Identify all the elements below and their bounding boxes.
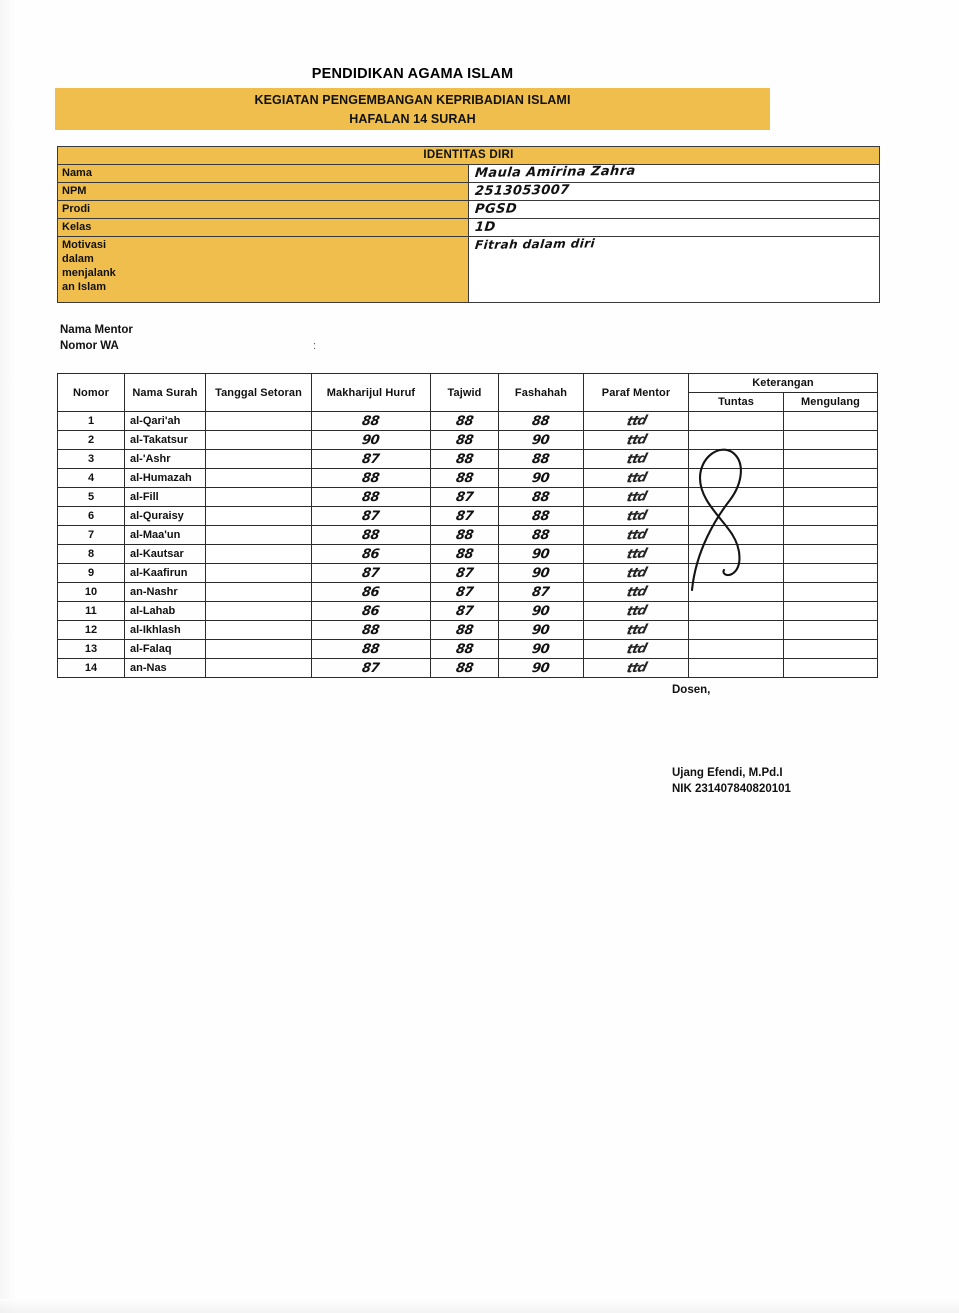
cell-fashahah-text: 90 xyxy=(531,565,551,581)
cell-tajwid[interactable] xyxy=(431,564,499,583)
cell-tanggal-setoran xyxy=(206,488,312,507)
cell-makharijul-huruf[interactable] xyxy=(312,488,431,507)
identity-value-kelas[interactable] xyxy=(469,219,880,237)
cell-tajwid[interactable] xyxy=(431,488,499,507)
cell-paraf-mentor[interactable] xyxy=(584,412,689,431)
cell-paraf-mentor[interactable] xyxy=(584,450,689,469)
cell-tajwid[interactable] xyxy=(431,431,499,450)
cell-makharijul-huruf[interactable] xyxy=(312,545,431,564)
cell-fashahah-text: 90 xyxy=(531,660,551,676)
cell-tuntas xyxy=(689,507,784,526)
cell-makharijul-huruf-text: 88 xyxy=(361,413,381,429)
cell-paraf-mentor-text: ttd xyxy=(624,412,648,430)
cell-tajwid-text: 88 xyxy=(454,622,475,638)
cell-tanggal-setoran xyxy=(206,450,312,469)
cell-nomor: 2 xyxy=(58,431,125,450)
cell-mengulang xyxy=(784,640,878,659)
identity-label-kelas: Kelas xyxy=(58,219,469,237)
cell-fashahah[interactable] xyxy=(499,583,584,602)
cell-fashahah[interactable] xyxy=(499,412,584,431)
cell-paraf-mentor-text: ttd xyxy=(624,450,648,468)
col-header-makharijul-huruf: Makharijul Huruf xyxy=(312,374,431,412)
cell-paraf-mentor[interactable] xyxy=(584,545,689,564)
table-row xyxy=(58,469,878,488)
cell-tanggal-setoran xyxy=(206,583,312,602)
cell-tuntas xyxy=(689,412,784,431)
cell-tajwid[interactable] xyxy=(431,412,499,431)
signature-block xyxy=(672,765,791,797)
cell-paraf-mentor-text: ttd xyxy=(624,659,648,677)
cell-paraf-mentor-text: ttd xyxy=(624,545,648,563)
cell-paraf-mentor-text: ttd xyxy=(624,469,648,487)
identity-value-motivasi-text: Fitrah dalam diri xyxy=(474,236,596,252)
identity-value-npm-text: 2513053007 xyxy=(474,182,571,199)
cell-fashahah[interactable] xyxy=(499,488,584,507)
title-banner xyxy=(55,88,770,130)
cell-fashahah-text: 90 xyxy=(531,641,551,657)
cell-tajwid-text: 87 xyxy=(454,489,475,505)
cell-fashahah[interactable] xyxy=(499,507,584,526)
cell-nama-surah: al-'Ashr xyxy=(125,450,206,469)
col-header-keterangan: Keterangan xyxy=(689,374,878,393)
cell-nomor: 3 xyxy=(58,450,125,469)
cell-makharijul-huruf[interactable] xyxy=(312,412,431,431)
cell-tajwid-text: 88 xyxy=(454,527,475,543)
document-subtitle-2: HAFALAN 14 SURAH xyxy=(349,112,476,126)
cell-tajwid-text: 88 xyxy=(454,432,475,448)
cell-paraf-mentor-text: ttd xyxy=(624,602,648,620)
cell-mengulang xyxy=(784,488,878,507)
identity-value-npm[interactable] xyxy=(469,183,880,201)
cell-nomor: 12 xyxy=(58,621,125,640)
cell-fashahah-text: 90 xyxy=(531,432,551,448)
cell-tuntas xyxy=(689,450,784,469)
cell-tajwid[interactable] xyxy=(431,526,499,545)
cell-nama-surah: al-Qari'ah xyxy=(125,412,206,431)
cell-nama-surah: an-Nas xyxy=(125,659,206,678)
cell-nomor: 5 xyxy=(58,488,125,507)
cell-fashahah-text: 88 xyxy=(531,413,551,429)
cell-mengulang xyxy=(784,659,878,678)
cell-paraf-mentor[interactable] xyxy=(584,431,689,450)
identity-label-motivasi-line-1: Motivasi xyxy=(62,239,107,251)
cell-makharijul-huruf[interactable] xyxy=(312,602,431,621)
cell-nama-surah: al-Fill xyxy=(125,488,206,507)
identity-value-nama-text: Maula Amirina Zahra xyxy=(474,163,637,181)
cell-tajwid-text: 88 xyxy=(454,546,475,562)
cell-fashahah[interactable] xyxy=(499,640,584,659)
cell-makharijul-huruf[interactable] xyxy=(312,564,431,583)
table-row xyxy=(58,412,878,431)
cell-makharijul-huruf[interactable] xyxy=(312,431,431,450)
cell-fashahah[interactable] xyxy=(499,545,584,564)
cell-paraf-mentor[interactable] xyxy=(584,621,689,640)
cell-makharijul-huruf[interactable] xyxy=(312,621,431,640)
cell-tuntas xyxy=(689,602,784,621)
cell-mengulang xyxy=(784,526,878,545)
identity-value-motivasi[interactable] xyxy=(469,237,880,303)
cell-tuntas xyxy=(689,469,784,488)
cell-tajwid-text: 88 xyxy=(454,451,475,467)
cell-makharijul-huruf[interactable] xyxy=(312,659,431,678)
identity-table xyxy=(57,146,880,303)
cell-paraf-mentor-text: ttd xyxy=(624,564,648,582)
cell-fashahah-text: 90 xyxy=(531,546,551,562)
cell-tajwid[interactable] xyxy=(431,545,499,564)
cell-makharijul-huruf-text: 87 xyxy=(361,508,381,524)
cell-tajwid-text: 87 xyxy=(454,565,475,581)
cell-tanggal-setoran xyxy=(206,659,312,678)
cell-fashahah-text: 90 xyxy=(531,470,551,486)
cell-nomor: 9 xyxy=(58,564,125,583)
cell-paraf-mentor-text: ttd xyxy=(624,583,648,601)
cell-makharijul-huruf-text: 87 xyxy=(361,451,381,467)
cell-mengulang xyxy=(784,450,878,469)
cell-tajwid[interactable] xyxy=(431,640,499,659)
table-row xyxy=(58,488,878,507)
cell-tajwid[interactable] xyxy=(431,621,499,640)
cell-nomor: 6 xyxy=(58,507,125,526)
cell-nama-surah: al-Humazah xyxy=(125,469,206,488)
cell-tajwid-text: 88 xyxy=(454,413,475,429)
cell-makharijul-huruf-text: 86 xyxy=(361,584,381,600)
cell-paraf-mentor[interactable] xyxy=(584,469,689,488)
cell-tanggal-setoran xyxy=(206,602,312,621)
signature-nik: NIK 231407840820101 xyxy=(672,783,791,795)
cell-mengulang xyxy=(784,507,878,526)
signature-role: Dosen, xyxy=(672,684,711,696)
cell-fashahah-text: 90 xyxy=(531,622,551,638)
identity-section-title: IDENTITAS DIRI xyxy=(58,147,880,165)
hafalan-table-header-row-1 xyxy=(58,374,878,393)
identity-row-kelas xyxy=(58,219,880,237)
identity-label-motivasi-line-3: menjalank xyxy=(62,267,116,279)
cell-tajwid[interactable] xyxy=(431,450,499,469)
cell-tanggal-setoran xyxy=(206,621,312,640)
cell-tanggal-setoran xyxy=(206,545,312,564)
cell-tanggal-setoran xyxy=(206,507,312,526)
identity-section-header-row xyxy=(58,147,880,165)
cell-nomor: 11 xyxy=(58,602,125,621)
cell-nama-surah: al-Lahab xyxy=(125,602,206,621)
cell-nama-surah: al-Falaq xyxy=(125,640,206,659)
cell-makharijul-huruf-text: 88 xyxy=(361,527,381,543)
cell-fashahah[interactable] xyxy=(499,602,584,621)
cell-fashahah-text: 90 xyxy=(531,603,551,619)
identity-row-nama xyxy=(58,165,880,183)
cell-tajwid-text: 87 xyxy=(454,603,475,619)
cell-makharijul-huruf-text: 86 xyxy=(361,603,381,619)
identity-row-npm xyxy=(58,183,880,201)
table-row xyxy=(58,583,878,602)
cell-tuntas xyxy=(689,431,784,450)
table-row xyxy=(58,450,878,469)
identity-label-motivasi-line-4: an Islam xyxy=(62,281,107,293)
col-header-fashahah: Fashahah xyxy=(499,374,584,412)
cell-mengulang xyxy=(784,583,878,602)
cell-fashahah[interactable] xyxy=(499,526,584,545)
cell-fashahah[interactable] xyxy=(499,659,584,678)
cell-paraf-mentor[interactable] xyxy=(584,564,689,583)
col-header-tuntas: Tuntas xyxy=(689,393,784,412)
cell-tanggal-setoran xyxy=(206,526,312,545)
document-title: PENDIDIKAN AGAMA ISLAM xyxy=(311,66,514,82)
cell-paraf-mentor-text: ttd xyxy=(624,526,648,544)
cell-fashahah[interactable] xyxy=(499,564,584,583)
identity-value-kelas-text: 1D xyxy=(474,219,497,235)
cell-tuntas xyxy=(689,621,784,640)
cell-makharijul-huruf-text: 90 xyxy=(361,432,381,448)
cell-tajwid[interactable] xyxy=(431,469,499,488)
identity-value-nama[interactable] xyxy=(469,165,880,183)
identity-label-nama: Nama xyxy=(58,165,469,183)
cell-makharijul-huruf[interactable] xyxy=(312,640,431,659)
table-row xyxy=(58,526,878,545)
cell-tajwid-text: 88 xyxy=(454,660,475,676)
cell-tuntas xyxy=(689,659,784,678)
cell-mengulang xyxy=(784,621,878,640)
identity-value-prodi[interactable] xyxy=(469,201,880,219)
cell-nama-surah: al-Takatsur xyxy=(125,431,206,450)
cell-tanggal-setoran xyxy=(206,431,312,450)
identity-row-motivasi xyxy=(58,237,880,303)
mentor-info-block xyxy=(60,322,133,354)
cell-paraf-mentor[interactable] xyxy=(584,602,689,621)
cell-tanggal-setoran xyxy=(206,640,312,659)
cell-tuntas xyxy=(689,583,784,602)
cell-makharijul-huruf[interactable] xyxy=(312,450,431,469)
cell-nama-surah: al-Kaafirun xyxy=(125,564,206,583)
cell-makharijul-huruf[interactable] xyxy=(312,469,431,488)
cell-nama-surah: an-Nashr xyxy=(125,583,206,602)
cell-fashahah-text: 88 xyxy=(531,527,551,543)
cell-paraf-mentor[interactable] xyxy=(584,507,689,526)
mentor-wa-label: Nomor WA xyxy=(60,340,119,352)
cell-nomor: 7 xyxy=(58,526,125,545)
cell-nomor: 14 xyxy=(58,659,125,678)
cell-makharijul-huruf[interactable] xyxy=(312,583,431,602)
cell-tajwid[interactable] xyxy=(431,583,499,602)
cell-fashahah-text: 87 xyxy=(531,584,551,600)
cell-nama-surah: al-Ikhlash xyxy=(125,621,206,640)
cell-nomor: 1 xyxy=(58,412,125,431)
cell-paraf-mentor[interactable] xyxy=(584,659,689,678)
cell-nomor: 13 xyxy=(58,640,125,659)
identity-row-prodi xyxy=(58,201,880,219)
cell-fashahah[interactable] xyxy=(499,469,584,488)
cell-nama-surah: al-Maa'un xyxy=(125,526,206,545)
hafalan-table xyxy=(57,373,878,678)
identity-label-npm: NPM xyxy=(58,183,469,201)
cell-tuntas xyxy=(689,564,784,583)
cell-fashahah-text: 88 xyxy=(531,508,551,524)
cell-tuntas xyxy=(689,526,784,545)
cell-tajwid[interactable] xyxy=(431,659,499,678)
cell-makharijul-huruf-text: 88 xyxy=(361,622,381,638)
cell-tuntas xyxy=(689,545,784,564)
col-header-paraf-mentor: Paraf Mentor xyxy=(584,374,689,412)
col-header-nama-surah: Nama Surah xyxy=(125,374,206,412)
page-edge-shadow-bottom xyxy=(0,1299,959,1313)
table-row xyxy=(58,507,878,526)
document-subtitle-1: KEGIATAN PENGEMBANGAN KEPRIBADIAN ISLAMI xyxy=(254,93,571,107)
cell-mengulang xyxy=(784,564,878,583)
cell-tajwid-text: 87 xyxy=(454,508,475,524)
cell-tajwid-text: 88 xyxy=(454,470,475,486)
cell-mengulang xyxy=(784,431,878,450)
cell-fashahah-text: 88 xyxy=(531,489,551,505)
mentor-name-label: Nama Mentor xyxy=(60,324,133,336)
cell-tajwid-text: 88 xyxy=(454,641,475,657)
identity-value-prodi-text: PGSD xyxy=(474,201,518,217)
cell-paraf-mentor-text: ttd xyxy=(624,488,648,506)
cell-paraf-mentor-text: ttd xyxy=(624,431,648,449)
cell-makharijul-huruf-text: 88 xyxy=(361,470,381,486)
cell-tuntas xyxy=(689,488,784,507)
cell-tanggal-setoran xyxy=(206,412,312,431)
cell-fashahah-text: 88 xyxy=(531,451,551,467)
page-edge-shadow-left xyxy=(0,0,18,1313)
cell-nama-surah: al-Quraisy xyxy=(125,507,206,526)
cell-fashahah[interactable] xyxy=(499,621,584,640)
cell-mengulang xyxy=(784,469,878,488)
cell-tajwid[interactable] xyxy=(431,602,499,621)
cell-tajwid-text: 87 xyxy=(454,584,475,600)
col-header-tajwid: Tajwid xyxy=(431,374,499,412)
identity-label-motivasi xyxy=(58,237,469,303)
cell-fashahah[interactable] xyxy=(499,450,584,469)
cell-tanggal-setoran xyxy=(206,469,312,488)
cell-paraf-mentor-text: ttd xyxy=(624,621,648,639)
cell-tanggal-setoran xyxy=(206,564,312,583)
cell-makharijul-huruf-text: 88 xyxy=(361,641,381,657)
cell-tajwid[interactable] xyxy=(431,507,499,526)
cell-nomor: 4 xyxy=(58,469,125,488)
cell-paraf-mentor-text: ttd xyxy=(624,640,648,658)
cell-nama-surah: al-Kautsar xyxy=(125,545,206,564)
hafalan-table-body xyxy=(58,412,878,678)
table-row xyxy=(58,659,878,678)
col-header-tanggal-setoran: Tanggal Setoran xyxy=(206,374,312,412)
cell-paraf-mentor[interactable] xyxy=(584,526,689,545)
cell-paraf-mentor[interactable] xyxy=(584,640,689,659)
cell-paraf-mentor[interactable] xyxy=(584,488,689,507)
col-header-nomor: Nomor xyxy=(58,374,125,412)
identity-label-motivasi-line-2: dalam xyxy=(62,253,94,265)
cell-makharijul-huruf-text: 86 xyxy=(361,546,381,562)
table-row xyxy=(58,545,878,564)
signature-name: Ujang Efendi, M.Pd.I xyxy=(672,767,783,779)
cell-paraf-mentor[interactable] xyxy=(584,583,689,602)
cell-fashahah[interactable] xyxy=(499,431,584,450)
cell-mengulang xyxy=(784,545,878,564)
identity-label-prodi: Prodi xyxy=(58,201,469,219)
cell-makharijul-huruf[interactable] xyxy=(312,507,431,526)
cell-nomor: 8 xyxy=(58,545,125,564)
cell-nomor: 10 xyxy=(58,583,125,602)
col-header-mengulang: Mengulang xyxy=(784,393,878,412)
cell-tuntas xyxy=(689,640,784,659)
cell-makharijul-huruf-text: 87 xyxy=(361,565,381,581)
cell-paraf-mentor-text: ttd xyxy=(624,507,648,525)
table-row xyxy=(58,431,878,450)
cell-mengulang xyxy=(784,412,878,431)
table-row xyxy=(58,564,878,583)
cell-mengulang xyxy=(784,602,878,621)
cell-makharijul-huruf[interactable] xyxy=(312,526,431,545)
cell-makharijul-huruf-text: 88 xyxy=(361,489,381,505)
table-row xyxy=(58,640,878,659)
cell-makharijul-huruf-text: 87 xyxy=(361,660,381,676)
table-row xyxy=(58,602,878,621)
mentor-wa-colon: : xyxy=(313,340,317,352)
table-row xyxy=(58,621,878,640)
